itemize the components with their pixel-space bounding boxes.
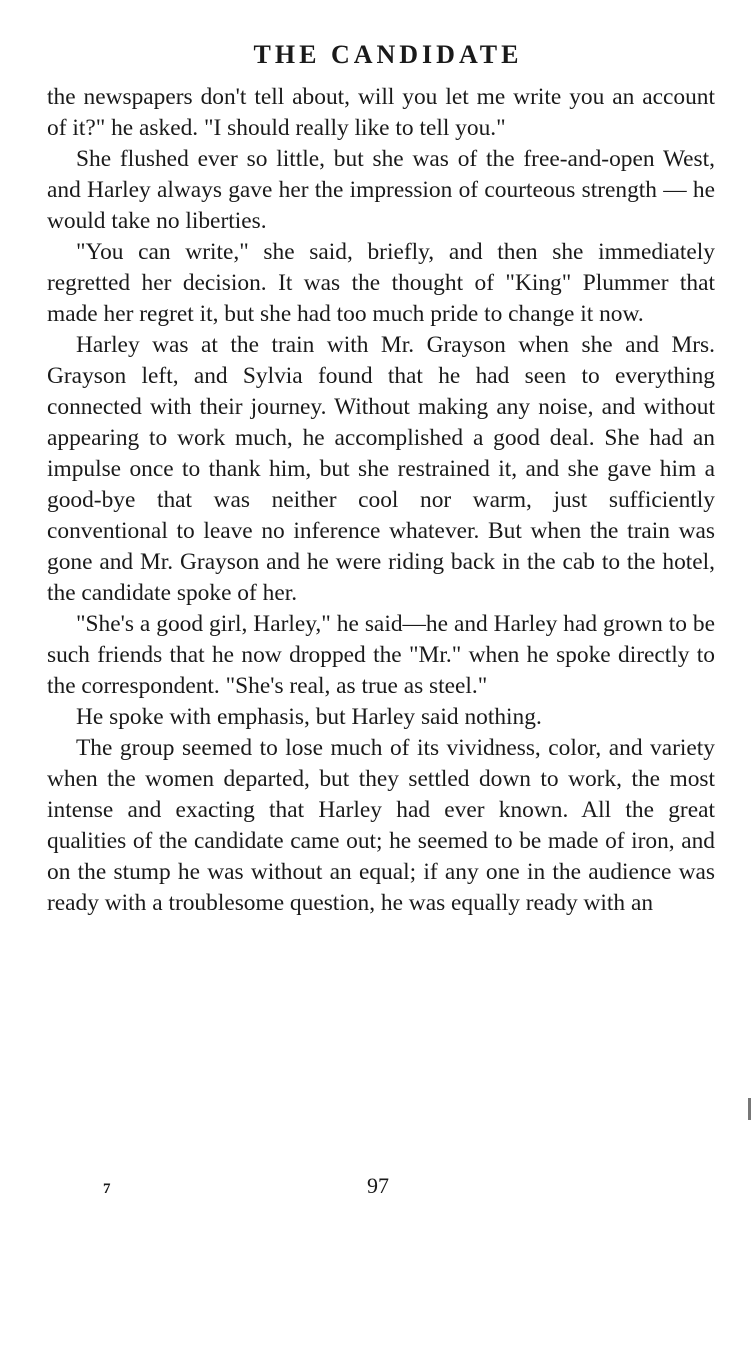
page-footer [47,1173,715,1205]
paragraph: "She's a good girl, Harley," he said—he and Harley had grown to be such friends that he now dropped the "Mr." when he spoke directly to the correspondent. "She's real, as true as steel." [47,611,715,699]
book-page [47,38,715,1198]
paragraph: She flushed ever so little, but she was of the free-and-open West, and Harley always gave her the impression of courteous strength — he would take no liberties. [47,146,715,234]
paragraph: He spoke with emphasis, but Harley said nothing. [76,704,542,730]
paragraph-continuation: the newspapers don't tell about, will you let me write you an account of it?" he asked. "I should really like to tell you." [47,84,715,141]
page-number: 97 [367,1173,389,1198]
paragraph: The group seemed to lose much of its vividness, color, and variety when the women departed, but they settled down to work, the most intense and exacting that Harley had ever known. All the great qualities of the candidate came out; he seemed to be made of iron, and on the stump he was without an equal; if any one in the audience was ready with a troublesome question, he was equally ready with an [47,735,715,916]
paragraph: Harley was at the train with Mr. Grayson when she and Mrs. Grayson left, and Sylvia found that he had seen to everything connected with their journey. Without making any noise, and without appearing to work much, he accomplished a good deal. She had an impulse once to thank him, but she restrained it, and she gave him a good-bye that was neither cool nor warm, just sufficiently conventional to leave no inference whatever. But when the train was gone and Mr. Grayson and he were riding back in the cab to the hotel, the candidate spoke of her. [47,332,715,606]
paragraph: "You can write," she said, briefly, and then she immediately regretted her decision. It was the thought of "King" Plummer that made her regret it, but she had too much pride to change it now. [47,239,715,327]
body-text [47,82,715,919]
running-head-title: THE CANDIDATE [253,40,523,69]
signature-mark: 7 [103,1181,111,1197]
scan-edge-mark [748,1098,751,1120]
